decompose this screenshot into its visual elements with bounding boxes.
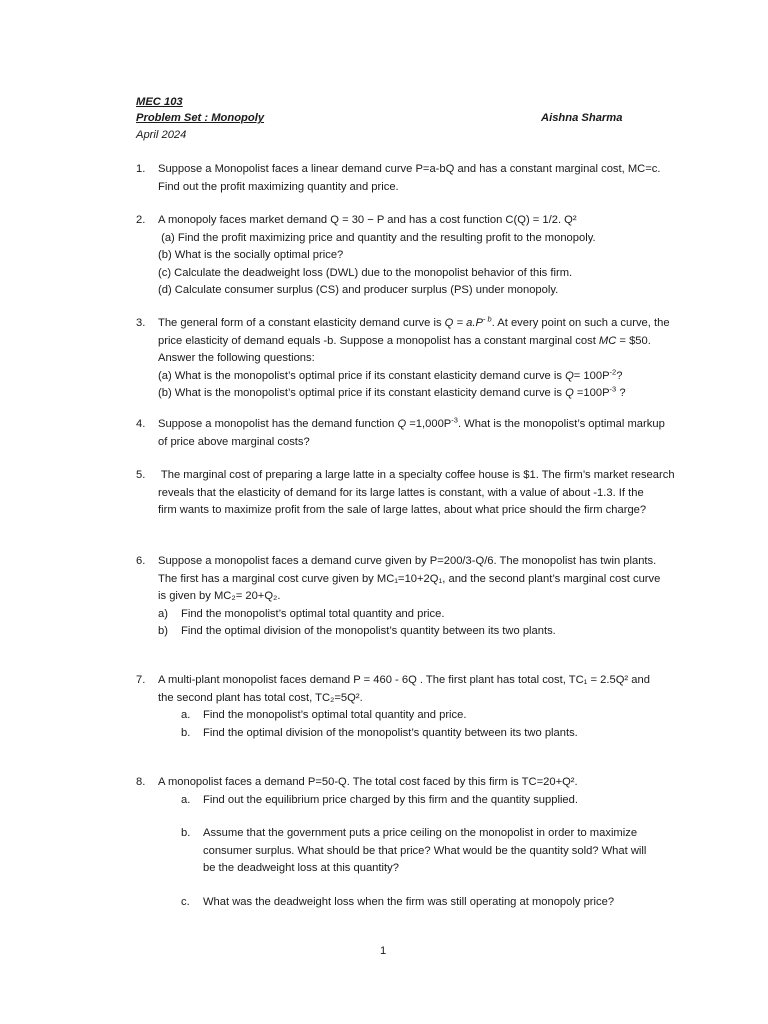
course-code: MEC 103: [136, 96, 183, 108]
text-segment: =1,000P: [406, 418, 452, 430]
sub-question-text-line: be the deadweight loss at this quantity?: [203, 862, 399, 874]
sub-question-label: c.: [181, 895, 190, 908]
text-segment: price elasticity of demand equals -b. Suppose a monopolist has a constant marginal cost: [158, 334, 596, 347]
text-segment: = $50.: [616, 334, 651, 347]
question-7: [136, 672, 681, 742]
sub-question-text-line: Assume that the government puts a price ceiling on the monopolist in order to maximize: [203, 827, 638, 839]
question-1: [136, 161, 681, 196]
sub-question: [158, 606, 681, 624]
text-segment: ?: [616, 387, 626, 399]
question-text-line: [158, 385, 681, 403]
sub-question-text: What was the deadweight loss when the firm was still operating at monopoly price?: [203, 895, 615, 908]
question-text-line: of price above marginal costs?: [158, 435, 310, 448]
formula: MC: [598, 334, 617, 347]
question-text-line: The marginal cost of preparing a large latte in a specialty coffee house is $1. The firm’s market research: [158, 469, 675, 481]
text-segment: (b) What is the monopolist’s optimal price if its constant elasticity demand curve is: [158, 387, 562, 399]
sub-question-text: Find the monopolist’s optimal total quantity and price.: [181, 607, 445, 620]
question-text-line: [158, 333, 681, 351]
sub-question-label: b): [158, 625, 168, 637]
question-text-line: Suppose a monopolist faces a demand curve given by P=200/3-Q/6. The monopolist has twin plants.: [158, 555, 657, 567]
formula: Q: [565, 387, 574, 399]
page-number: 1: [380, 945, 387, 957]
question-number: 5.: [136, 469, 146, 481]
exponent: - b: [482, 314, 492, 324]
sub-question-text-line: consumer surplus. What should be that price? What would be the quantity sold? What will: [203, 844, 647, 857]
question-number: 7.: [136, 674, 146, 686]
question-text-line: Find out the profit maximizing quantity and price.: [158, 180, 399, 193]
text-segment: ?: [616, 369, 623, 382]
exponent: -3: [451, 415, 458, 425]
question-text-line: [158, 368, 681, 386]
question-text-line: A monopolist faces a demand P=50-Q. The total cost faced by this firm is TC=20+Q².: [158, 776, 578, 788]
sub-question-label: a.: [181, 709, 191, 721]
sub-question-text: Find the monopolist’s optimal total quantity and price.: [203, 709, 467, 721]
sub-question-label: a): [158, 607, 168, 620]
sub-question-label: b.: [181, 827, 191, 839]
text-segment: =100P: [573, 387, 610, 399]
question-text-line: (b) What is the socially optimal price?: [158, 249, 344, 261]
question-text-line: (a) Find the profit maximizing price and quantity and the resulting profit to the monopoly.: [158, 231, 596, 244]
question-text-line: the second plant has total cost, TC₂=5Q².: [158, 691, 363, 704]
formula: Q: [397, 418, 407, 430]
question-text-line: The first has a marginal cost curve given by MC₁=10+2Q₁, and the second plant’s marginal cost curve: [158, 572, 661, 585]
question-number: 2.: [136, 214, 146, 226]
question-text-line: A monopoly faces market demand Q = 30 − P and has a cost function C(Q) = 1/2. Q²: [158, 214, 577, 226]
author-name: Aishna Sharma: [541, 112, 623, 124]
sub-question-text: Find the optimal division of the monopolist’s quantity between its two plants.: [203, 726, 578, 739]
sub-question-label: a.: [181, 793, 191, 806]
question-text-line: is given by MC₂= 20+Q₂.: [158, 590, 281, 602]
text-segment: The general form of a constant elasticity demand curve is: [158, 317, 445, 329]
text-segment: . At every point on such a curve, the: [491, 317, 670, 329]
question-text-line: A multi-plant monopolist faces demand P = 460 - 6Q . The first plant has total cost, TC₁ = 2.5Q² and: [158, 674, 650, 686]
text-segment: . What is the monopolist’s optimal markup: [457, 418, 665, 430]
question-4: [136, 416, 681, 451]
sub-question: [181, 894, 681, 912]
formula: Q = a.P: [444, 317, 483, 329]
question-number: 6.: [136, 555, 146, 567]
question-number: 4.: [136, 418, 146, 430]
question-number: 1.: [136, 163, 146, 175]
sub-question-text: Find the optimal division of the monopolist’s quantity between its two plants.: [181, 625, 556, 637]
text-segment: (a) What is the monopolist’s optimal price if its constant elasticity demand curve is: [158, 369, 562, 382]
formula: Q: [565, 369, 574, 382]
question-text-line: firm wants to maximize profit from the sale of large lattes, about what price should the firm charge?: [158, 504, 647, 516]
question-8: [136, 774, 681, 911]
question-6: [136, 553, 681, 641]
exponent: -3: [609, 384, 617, 394]
question-number: 3.: [136, 317, 146, 329]
sub-question: [158, 623, 681, 641]
sub-question: [181, 725, 681, 743]
question-2: [136, 212, 681, 300]
problem-set-title: Problem Set : Monopoly: [136, 112, 265, 124]
text-segment: = 100P: [573, 369, 610, 382]
sub-question-text: Find out the equilibrium price charged by this firm and the quantity supplied.: [203, 793, 578, 806]
question-number: 8.: [136, 776, 146, 788]
sub-question: [181, 825, 681, 878]
question-3: [136, 315, 681, 403]
question-text-line: (c) Calculate the deadweight loss (DWL) due to the monopolist behavior of this firm.: [158, 266, 573, 279]
question-text-line: (d) Calculate consumer surplus (CS) and producer surplus (PS) under monopoly.: [158, 284, 559, 296]
question-text-line: [158, 416, 681, 434]
exponent: -2: [609, 366, 617, 376]
question-text-line: Suppose a Monopolist faces a linear demand curve P=a-bQ and has a constant marginal cost, MC=c.: [158, 163, 661, 175]
question-text-line: Answer the following questions:: [158, 352, 315, 364]
question-text-line: [158, 315, 681, 333]
sub-question: [181, 707, 681, 725]
text-segment: Suppose a monopolist has the demand function: [158, 418, 398, 430]
sub-question-label: b.: [181, 726, 191, 739]
question-text-line: reveals that the elasticity of demand for its large lattes is constant, with a value of about -1.3. If the: [158, 486, 644, 499]
question-5: [136, 467, 681, 520]
sub-question: [181, 792, 681, 810]
date: April 2024: [136, 129, 187, 141]
